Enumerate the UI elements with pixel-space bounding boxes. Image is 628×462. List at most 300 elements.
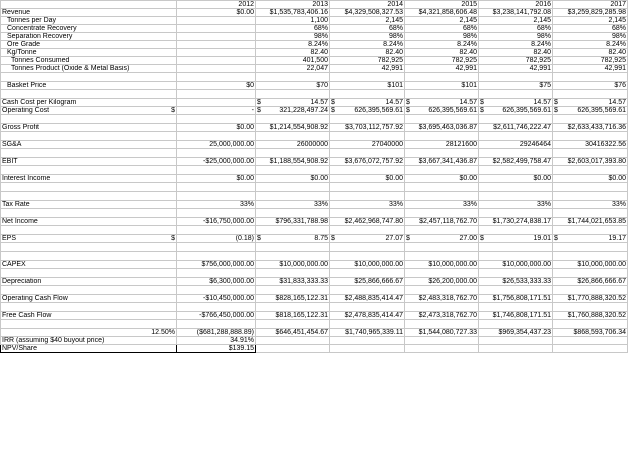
empty-cell[interactable] (479, 115, 553, 124)
value-cell[interactable]: 33% (553, 201, 628, 209)
value-cell[interactable]: $0 (177, 82, 256, 90)
value-cell[interactable]: 82.40 (479, 49, 553, 57)
empty-cell[interactable] (177, 149, 256, 158)
value-cell[interactable] (405, 99, 479, 107)
empty-cell[interactable] (479, 166, 553, 175)
empty-cell[interactable] (256, 90, 330, 99)
empty-cell[interactable] (553, 166, 628, 175)
value-cell[interactable] (330, 107, 405, 115)
value-cell[interactable]: 42,991 (479, 65, 553, 73)
empty-cell[interactable] (1, 320, 177, 329)
value-cell[interactable]: $10,000,000.00 (553, 261, 628, 269)
value-cell[interactable]: $2,603,017,393.80 (553, 158, 628, 166)
value-cell[interactable]: $1,740,965,339.11 (330, 329, 405, 337)
empty-cell[interactable] (330, 115, 405, 124)
empty-cell[interactable] (479, 320, 553, 329)
cell-value: 19.01 (533, 235, 551, 242)
value-cell[interactable]: $76 (553, 82, 628, 90)
value-cell[interactable] (405, 235, 479, 243)
empty-cell[interactable] (330, 320, 405, 329)
value-cell[interactable]: 401,500 (256, 57, 330, 65)
empty-cell[interactable] (479, 192, 553, 201)
value-cell[interactable]: $25,866,666.67 (330, 278, 405, 286)
empty-cell[interactable] (330, 252, 405, 261)
empty-cell[interactable] (553, 303, 628, 312)
value-cell[interactable] (479, 345, 553, 353)
row-label-cell[interactable]: 12.50% (1, 329, 177, 337)
value-cell[interactable]: $75 (479, 82, 553, 90)
row-label-cell[interactable]: Cash Cost per Kilogram (1, 99, 177, 107)
value-cell[interactable]: $2,478,835,414.47 (330, 312, 405, 320)
row-label-cell[interactable]: EBIT (1, 158, 177, 166)
value-cell[interactable]: $868,593,706.34 (553, 329, 628, 337)
empty-cell[interactable] (405, 192, 479, 201)
empty-cell[interactable] (177, 209, 256, 218)
empty-cell[interactable] (553, 209, 628, 218)
empty-cell[interactable] (177, 252, 256, 261)
value-cell[interactable] (553, 99, 628, 107)
value-cell[interactable]: $796,331,788.98 (256, 218, 330, 226)
empty-cell[interactable] (1, 286, 177, 295)
value-cell[interactable]: $1,744,021,653.85 (553, 218, 628, 226)
value-cell[interactable]: $4,329,508,327.53 (330, 9, 405, 17)
empty-cell[interactable] (553, 269, 628, 278)
empty-cell[interactable] (1, 183, 177, 192)
value-cell[interactable]: -$10,450,000.00 (177, 295, 256, 303)
value-cell[interactable]: $31,833,333.33 (256, 278, 330, 286)
value-cell[interactable] (177, 57, 256, 65)
empty-cell[interactable] (177, 243, 256, 252)
value-cell[interactable]: 2,145 (553, 17, 628, 25)
value-cell[interactable] (405, 345, 479, 353)
value-cell[interactable]: 82.40 (553, 49, 628, 57)
empty-cell[interactable] (330, 269, 405, 278)
value-cell[interactable]: 8.24% (330, 41, 405, 49)
value-cell[interactable]: $2,488,835,414.47 (330, 295, 405, 303)
value-cell[interactable]: 68% (405, 25, 479, 33)
value-cell[interactable] (177, 49, 256, 57)
value-cell[interactable] (256, 99, 330, 107)
empty-cell[interactable] (1, 209, 177, 218)
empty-cell[interactable] (177, 73, 256, 82)
value-cell[interactable]: $0.00 (177, 124, 256, 132)
empty-cell[interactable] (256, 73, 330, 82)
value-cell[interactable] (177, 41, 256, 49)
empty-cell[interactable] (256, 269, 330, 278)
row-label-cell[interactable]: NPV/Share (1, 345, 177, 353)
empty-cell[interactable] (479, 286, 553, 295)
empty-cell[interactable] (177, 166, 256, 175)
header-label-cell[interactable] (1, 1, 177, 9)
row-label-cell[interactable]: Separation Recovery (1, 33, 177, 41)
value-cell[interactable] (177, 17, 256, 25)
value-cell[interactable]: $1,770,888,320.52 (553, 295, 628, 303)
value-cell[interactable]: 98% (405, 33, 479, 41)
value-cell[interactable] (553, 337, 628, 345)
empty-cell[interactable] (256, 115, 330, 124)
empty-cell[interactable] (479, 183, 553, 192)
empty-cell[interactable] (177, 269, 256, 278)
value-cell[interactable]: 98% (330, 33, 405, 41)
empty-cell[interactable] (256, 209, 330, 218)
empty-cell[interactable] (256, 303, 330, 312)
empty-cell[interactable] (405, 183, 479, 192)
empty-cell[interactable] (553, 132, 628, 141)
value-cell[interactable]: $2,457,118,762.70 (405, 218, 479, 226)
empty-cell[interactable] (1, 90, 177, 99)
value-cell[interactable]: $0.00 (330, 175, 405, 183)
empty-cell[interactable] (330, 73, 405, 82)
value-cell[interactable]: -$16,750,000.00 (177, 218, 256, 226)
value-cell[interactable]: 1,100 (256, 17, 330, 25)
row-label-cell[interactable]: Net Income (1, 218, 177, 226)
value-cell[interactable]: $969,354,437.23 (479, 329, 553, 337)
table-row (1, 65, 628, 73)
value-cell[interactable]: $756,000,000.00 (177, 261, 256, 269)
value-cell[interactable]: $1,756,808,171.51 (479, 295, 553, 303)
empty-cell[interactable] (479, 132, 553, 141)
empty-cell[interactable] (330, 286, 405, 295)
empty-cell[interactable] (553, 192, 628, 201)
empty-cell[interactable] (405, 243, 479, 252)
row-label-cell[interactable]: Operating Cash Flow (1, 295, 177, 303)
value-cell[interactable]: $139.15 (177, 345, 256, 353)
year-header-cell[interactable]: 2015 (405, 1, 479, 9)
value-cell[interactable]: $26,533,333.33 (479, 278, 553, 286)
empty-cell[interactable] (330, 209, 405, 218)
empty-cell[interactable] (479, 269, 553, 278)
value-cell[interactable]: 28121600 (405, 141, 479, 149)
row-label-cell[interactable]: Gross Profit (1, 124, 177, 132)
empty-cell[interactable] (553, 183, 628, 192)
row-label-cell[interactable]: Tax Rate (1, 201, 177, 209)
empty-cell[interactable] (405, 149, 479, 158)
value-cell[interactable] (553, 345, 628, 353)
value-cell[interactable] (479, 99, 553, 107)
empty-cell[interactable] (1, 269, 177, 278)
empty-cell[interactable] (405, 303, 479, 312)
value-cell[interactable] (330, 337, 405, 345)
value-cell[interactable]: 33% (479, 201, 553, 209)
empty-cell[interactable] (405, 166, 479, 175)
value-cell[interactable]: $3,703,112,757.92 (330, 124, 405, 132)
value-cell[interactable]: -$766,450,000.00 (177, 312, 256, 320)
empty-cell[interactable] (330, 183, 405, 192)
value-cell[interactable]: $1,746,808,171.51 (479, 312, 553, 320)
value-cell[interactable]: $0.00 (256, 175, 330, 183)
empty-cell[interactable] (405, 226, 479, 235)
row-label-cell[interactable] (1, 107, 177, 115)
value-cell[interactable] (405, 337, 479, 345)
empty-cell[interactable] (330, 149, 405, 158)
empty-cell[interactable] (330, 166, 405, 175)
empty-cell[interactable] (256, 286, 330, 295)
value-cell[interactable] (330, 235, 405, 243)
value-cell[interactable]: $1,544,080,727.33 (405, 329, 479, 337)
empty-cell[interactable] (479, 209, 553, 218)
value-cell[interactable] (177, 235, 256, 243)
value-cell[interactable] (330, 345, 405, 353)
value-cell[interactable]: $1,214,554,908.92 (256, 124, 330, 132)
value-cell[interactable]: $3,695,463,036.87 (405, 124, 479, 132)
value-cell[interactable]: 26000000 (256, 141, 330, 149)
value-cell[interactable]: $2,582,499,758.47 (479, 158, 553, 166)
value-cell[interactable]: $3,667,341,436.87 (405, 158, 479, 166)
value-cell[interactable]: $4,321,858,606.48 (405, 9, 479, 17)
empty-cell[interactable] (330, 90, 405, 99)
empty-cell[interactable] (177, 132, 256, 141)
value-cell[interactable]: 8.24% (405, 41, 479, 49)
empty-cell[interactable] (405, 286, 479, 295)
empty-cell[interactable] (256, 320, 330, 329)
empty-cell[interactable] (553, 252, 628, 261)
empty-cell[interactable] (256, 183, 330, 192)
value-cell[interactable]: 42,991 (405, 65, 479, 73)
empty-cell[interactable] (553, 149, 628, 158)
value-cell[interactable]: -$25,000,000.00 (177, 158, 256, 166)
row-label-cell[interactable]: SG&A (1, 141, 177, 149)
value-cell[interactable] (553, 107, 628, 115)
empty-cell[interactable] (177, 183, 256, 192)
value-cell[interactable]: 34.91% (177, 337, 256, 345)
value-cell[interactable] (177, 99, 256, 107)
empty-cell[interactable] (1, 303, 177, 312)
value-cell[interactable] (256, 107, 330, 115)
empty-cell[interactable] (1, 73, 177, 82)
empty-cell[interactable] (405, 132, 479, 141)
value-cell[interactable]: 22,047 (256, 65, 330, 73)
empty-cell[interactable] (1, 226, 177, 235)
empty-cell[interactable] (256, 166, 330, 175)
value-cell[interactable]: $2,633,433,716.36 (553, 124, 628, 132)
empty-cell[interactable] (1, 166, 177, 175)
empty-cell[interactable] (405, 115, 479, 124)
row-label-cell[interactable]: IRR (assuming $40 buyout price) (1, 337, 177, 345)
row-label-cell[interactable] (1, 235, 177, 243)
year-header-cell[interactable]: 2014 (330, 1, 405, 9)
empty-cell[interactable] (256, 192, 330, 201)
value-cell[interactable]: $10,000,000.00 (330, 261, 405, 269)
empty-cell[interactable] (256, 226, 330, 235)
value-cell[interactable]: 82.40 (330, 49, 405, 57)
value-cell[interactable]: $0.00 (177, 175, 256, 183)
value-cell[interactable]: $3,238,141,792.08 (479, 9, 553, 17)
value-cell[interactable]: 33% (256, 201, 330, 209)
row-label-cell[interactable]: Tonnes Product (Oxide & Metal Basis) (1, 65, 177, 73)
empty-cell[interactable] (479, 149, 553, 158)
empty-cell[interactable] (330, 226, 405, 235)
year-header-cell[interactable]: 2017 (553, 1, 628, 9)
value-cell[interactable]: $1,535,783,406.16 (256, 9, 330, 17)
value-cell[interactable]: 29246464 (479, 141, 553, 149)
table-row (1, 295, 628, 303)
value-cell[interactable] (479, 235, 553, 243)
empty-cell[interactable] (256, 252, 330, 261)
empty-cell[interactable] (479, 252, 553, 261)
value-cell[interactable]: 82.40 (405, 49, 479, 57)
empty-cell[interactable] (1, 149, 177, 158)
value-cell[interactable]: 98% (256, 33, 330, 41)
empty-cell[interactable] (553, 115, 628, 124)
year-header-cell[interactable]: 2013 (256, 1, 330, 9)
value-cell[interactable]: 68% (479, 25, 553, 33)
empty-cell[interactable] (256, 149, 330, 158)
value-cell[interactable]: 30416322.56 (553, 141, 628, 149)
value-cell[interactable]: $0.00 (405, 175, 479, 183)
empty-cell[interactable] (553, 73, 628, 82)
empty-cell[interactable] (479, 73, 553, 82)
value-cell[interactable]: 33% (330, 201, 405, 209)
empty-cell[interactable] (1, 115, 177, 124)
empty-cell[interactable] (553, 286, 628, 295)
empty-cell[interactable] (330, 303, 405, 312)
value-cell[interactable]: $70 (256, 82, 330, 90)
value-cell[interactable] (177, 33, 256, 41)
value-cell[interactable]: $3,259,829,285.98 (553, 9, 628, 17)
row-label-cell[interactable]: Kg/Tonne (1, 49, 177, 57)
empty-cell[interactable] (479, 90, 553, 99)
empty-cell[interactable] (553, 320, 628, 329)
value-cell[interactable]: 782,925 (479, 57, 553, 65)
value-cell[interactable]: $101 (405, 82, 479, 90)
value-cell[interactable]: $26,200,000.00 (405, 278, 479, 286)
value-cell[interactable]: 8.24% (479, 41, 553, 49)
empty-cell[interactable] (256, 132, 330, 141)
empty-cell[interactable] (330, 243, 405, 252)
value-cell[interactable]: $3,676,072,757.92 (330, 158, 405, 166)
row-label-cell[interactable]: Depreciation (1, 278, 177, 286)
value-cell[interactable]: $818,165,122.31 (256, 312, 330, 320)
empty-cell[interactable] (405, 73, 479, 82)
empty-cell[interactable] (405, 320, 479, 329)
row-label-cell[interactable]: Tonnes Consumed (1, 57, 177, 65)
value-cell[interactable]: $1,760,888,320.52 (553, 312, 628, 320)
value-cell[interactable]: $6,300,000.00 (177, 278, 256, 286)
empty-cell[interactable] (405, 252, 479, 261)
empty-cell[interactable] (177, 320, 256, 329)
value-cell[interactable]: 782,925 (553, 57, 628, 65)
value-cell[interactable]: $2,483,318,762.70 (405, 295, 479, 303)
value-cell[interactable] (177, 25, 256, 33)
empty-cell[interactable] (479, 243, 553, 252)
empty-cell[interactable] (177, 226, 256, 235)
value-cell[interactable]: $828,165,122.31 (256, 295, 330, 303)
currency-symbol: $ (171, 107, 175, 114)
empty-cell[interactable] (405, 209, 479, 218)
value-cell[interactable] (256, 337, 330, 345)
row-label-cell[interactable]: Basket Price (1, 82, 177, 90)
value-cell[interactable] (405, 107, 479, 115)
empty-cell[interactable] (405, 90, 479, 99)
value-cell[interactable]: $646,451,454.67 (256, 329, 330, 337)
value-cell[interactable]: $26,866,666.67 (553, 278, 628, 286)
empty-cell[interactable] (479, 226, 553, 235)
table-row (1, 158, 628, 166)
row-label-cell[interactable]: Concentrate Recovery (1, 25, 177, 33)
spacer-row (1, 320, 628, 329)
empty-cell[interactable] (405, 269, 479, 278)
empty-cell[interactable] (256, 243, 330, 252)
value-cell[interactable]: 42,991 (553, 65, 628, 73)
value-cell[interactable]: 68% (330, 25, 405, 33)
value-cell[interactable]: 2,145 (330, 17, 405, 25)
value-cell[interactable]: $10,000,000.00 (256, 261, 330, 269)
value-cell[interactable] (177, 65, 256, 73)
empty-cell[interactable] (330, 192, 405, 201)
value-cell[interactable]: 8.24% (256, 41, 330, 49)
value-cell[interactable]: $0.00 (177, 9, 256, 17)
value-cell[interactable]: 25,000,000.00 (177, 141, 256, 149)
row-label-cell[interactable]: Revenue (1, 9, 177, 17)
value-cell[interactable]: 82.40 (256, 49, 330, 57)
empty-cell[interactable] (177, 90, 256, 99)
value-cell[interactable] (479, 107, 553, 115)
value-cell[interactable]: 27040000 (330, 141, 405, 149)
value-cell[interactable]: 68% (256, 25, 330, 33)
value-cell[interactable]: 42,991 (330, 65, 405, 73)
value-cell[interactable] (177, 107, 256, 115)
empty-cell[interactable] (553, 243, 628, 252)
value-cell[interactable]: 33% (177, 201, 256, 209)
value-cell[interactable] (256, 345, 330, 353)
value-cell[interactable]: 2,145 (479, 17, 553, 25)
row-label-cell[interactable]: Free Cash Flow (1, 312, 177, 320)
empty-cell[interactable] (177, 303, 256, 312)
row-label-cell[interactable]: Tonnes per Day (1, 17, 177, 25)
value-cell[interactable]: 98% (553, 33, 628, 41)
empty-cell[interactable] (479, 303, 553, 312)
empty-cell[interactable] (177, 286, 256, 295)
value-cell[interactable]: 98% (479, 33, 553, 41)
empty-cell[interactable] (553, 226, 628, 235)
row-label-cell[interactable]: Interest Income (1, 175, 177, 183)
value-cell[interactable]: $0.00 (553, 175, 628, 183)
value-cell[interactable]: ($681,288,888.89) (177, 329, 256, 337)
value-cell[interactable]: $2,462,968,747.80 (330, 218, 405, 226)
empty-cell[interactable] (1, 192, 177, 201)
value-cell[interactable]: 782,925 (405, 57, 479, 65)
row-label-cell[interactable]: Ore Grade (1, 41, 177, 49)
value-cell[interactable] (256, 235, 330, 243)
value-cell[interactable]: 782,925 (330, 57, 405, 65)
value-cell[interactable]: 68% (553, 25, 628, 33)
value-cell[interactable] (330, 99, 405, 107)
empty-cell[interactable] (330, 132, 405, 141)
value-cell[interactable] (553, 235, 628, 243)
empty-cell[interactable] (1, 252, 177, 261)
empty-cell[interactable] (553, 90, 628, 99)
value-cell[interactable]: 33% (405, 201, 479, 209)
row-label-cell[interactable]: CAPEX (1, 261, 177, 269)
value-cell[interactable]: $2,611,746,222.47 (479, 124, 553, 132)
value-cell[interactable]: $1,730,274,838.17 (479, 218, 553, 226)
value-cell[interactable]: $10,000,000.00 (405, 261, 479, 269)
value-cell[interactable]: $0.00 (479, 175, 553, 183)
empty-cell[interactable] (177, 192, 256, 201)
value-cell[interactable] (479, 337, 553, 345)
year-header-cell[interactable]: 2016 (479, 1, 553, 9)
value-cell[interactable]: $10,000,000.00 (479, 261, 553, 269)
empty-cell[interactable] (1, 243, 177, 252)
value-cell[interactable]: 8.24% (553, 41, 628, 49)
value-cell[interactable]: $101 (330, 82, 405, 90)
value-cell[interactable]: $1,188,554,908.92 (256, 158, 330, 166)
empty-cell[interactable] (1, 132, 177, 141)
value-cell[interactable]: 2,145 (405, 17, 479, 25)
value-cell[interactable]: $2,473,318,762.70 (405, 312, 479, 320)
year-header-cell[interactable]: 2012 (177, 1, 256, 9)
empty-cell[interactable] (177, 115, 256, 124)
